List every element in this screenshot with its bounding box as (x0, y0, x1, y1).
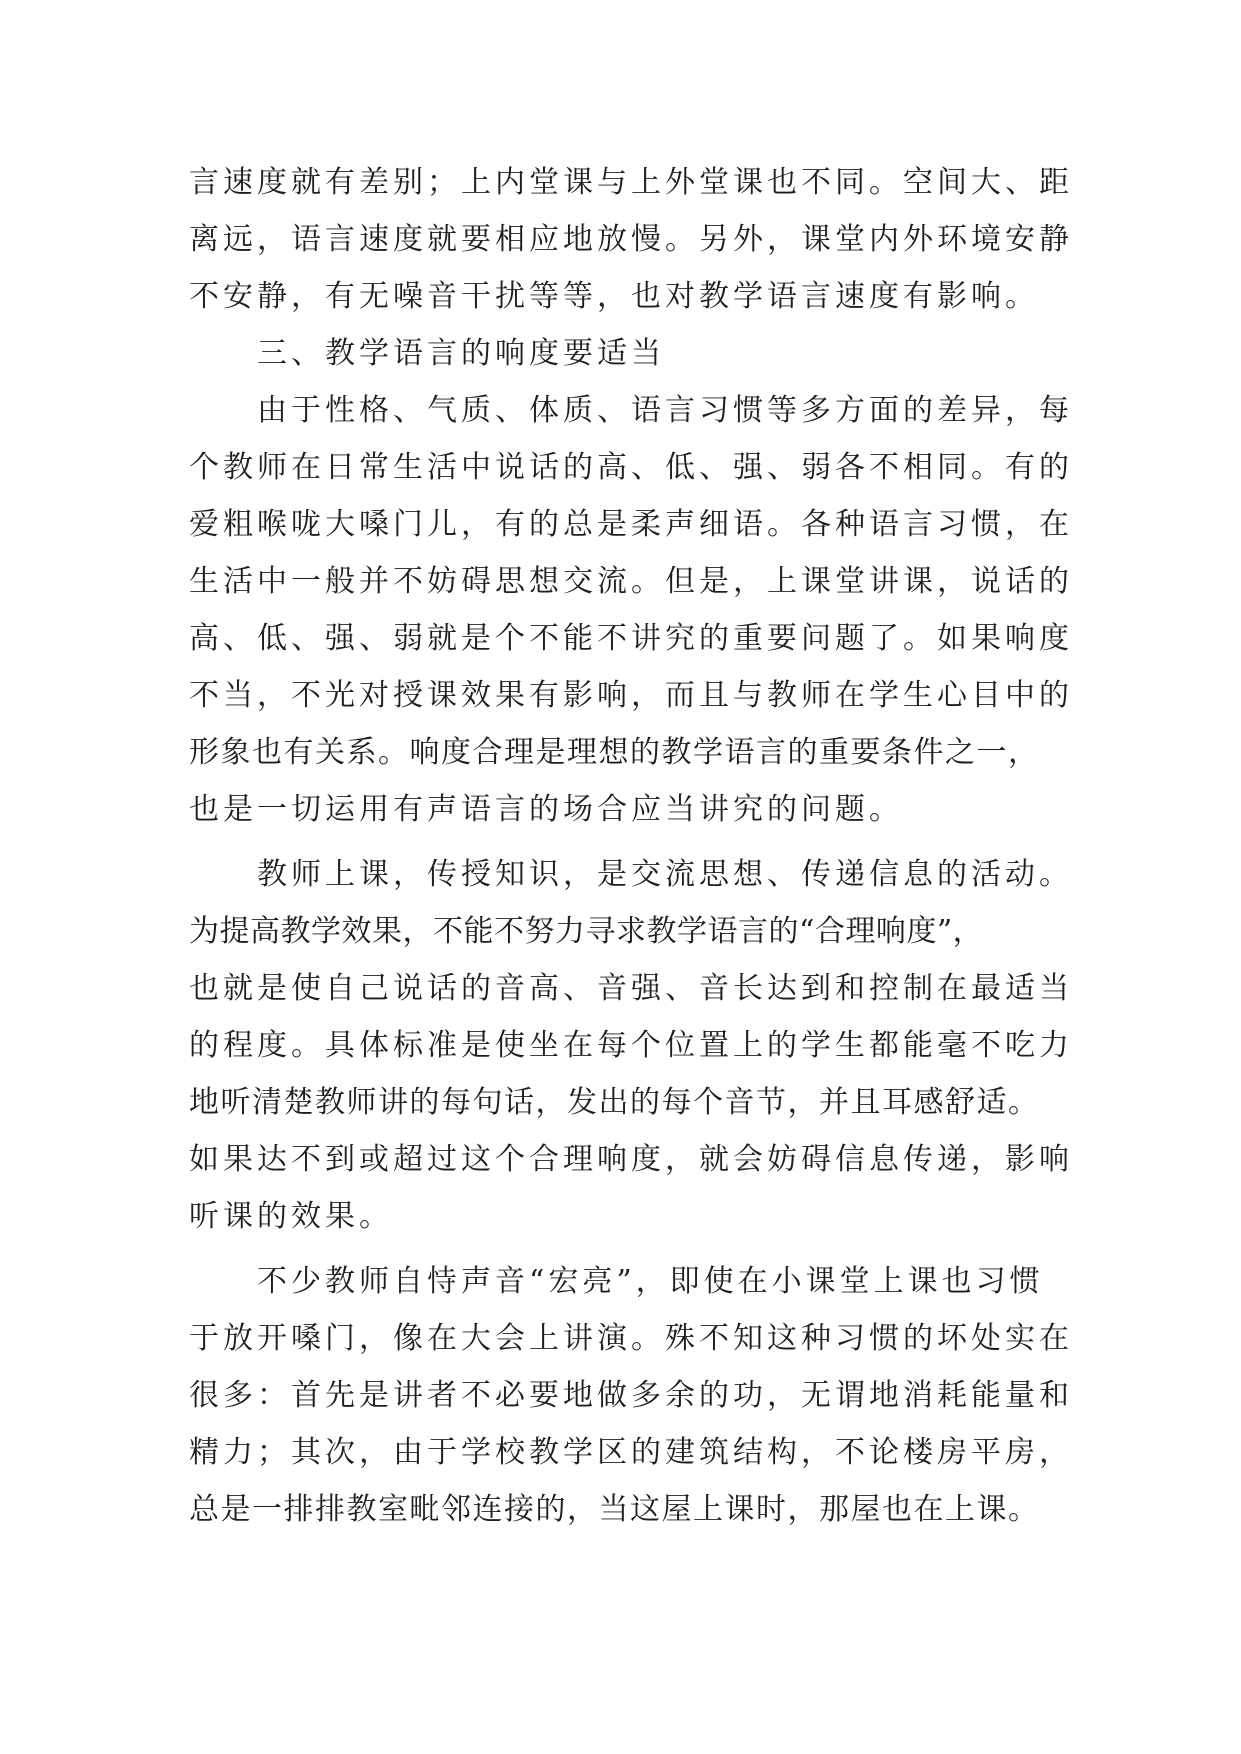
text-line: 精力；其次，由于学校教学区的建筑结构，不论楼房平房， (189, 1435, 1073, 1470)
body-text (189, 154, 1073, 1538)
text-line: 地听清楚教师讲的每句话，发出的每个音节，并且耳感舒适。 (189, 1085, 1040, 1120)
text-line: 不少教师自恃声音“宏亮”，即使在小课堂上课也习惯 (257, 1264, 1044, 1299)
text-line: 不安静，有无噪音干扰等等，也对教学语言速度有影响。 (189, 279, 1039, 314)
text-line: 教师上课，传授知识，是交流思想、传递信息的活动。 (257, 857, 1073, 892)
text-line: 离远，语言速度就要相应地放慢。另外，课堂内外环境安静 (189, 222, 1073, 257)
text-line: 如果达不到或超过这个合理响度，就会妨碍信息传递，影响 (189, 1142, 1073, 1177)
text-line: 爱粗喉咙大嗓门儿，有的总是柔声细语。各种语言习惯，在 (189, 507, 1073, 542)
text-line: 也是一切运用有声语言的场合应当讲究的问题。 (189, 792, 903, 827)
text-line: 言速度就有差别；上内堂课与上外堂课也不同。空间大、距 (189, 165, 1073, 200)
text-line: 由于性格、气质、体质、语言习惯等多方面的差异，每 (257, 393, 1073, 428)
text-line: 总是一排排教室毗邻连接的，当这屋上课时，那屋也在上课。 (189, 1492, 1040, 1527)
text-line: 于放开嗓门，像在大会上讲演。殊不知这种习惯的坏处实在 (189, 1321, 1073, 1356)
text-line: 高、低、强、弱就是个不能不讲究的重要问题了。如果响度 (189, 621, 1073, 656)
section-heading: 三、教学语言的响度要适当 (257, 336, 665, 371)
text-line: 不当，不光对授课效果有影响，而且与教师在学生心目中的 (189, 678, 1073, 713)
paragraph-gap (189, 838, 1059, 846)
text-line: 也就是使自己说话的音高、音强、音长达到和控制在最适当 (189, 971, 1073, 1006)
paragraph-gap (189, 1245, 1059, 1253)
text-line: 听课的效果。 (189, 1199, 393, 1234)
text-line: 形象也有关系。响度合理是理想的教学语言的重要条件之一， (189, 735, 1040, 770)
text-line: 很多：首先是讲者不必要地做多余的功，无谓地消耗能量和 (189, 1378, 1073, 1413)
text-line: 个教师在日常生活中说话的高、低、强、弱各不相同。有的 (189, 450, 1073, 485)
text-line: 生活中一般并不妨碍思想交流。但是，上课堂讲课，说话的 (189, 564, 1073, 599)
text-line: 为提高教学效果，不能不努力寻求教学语言的“合理响度”， (189, 914, 984, 949)
text-line: 的程度。具体标准是使坐在每个位置上的学生都能毫不吃力 (189, 1028, 1073, 1063)
